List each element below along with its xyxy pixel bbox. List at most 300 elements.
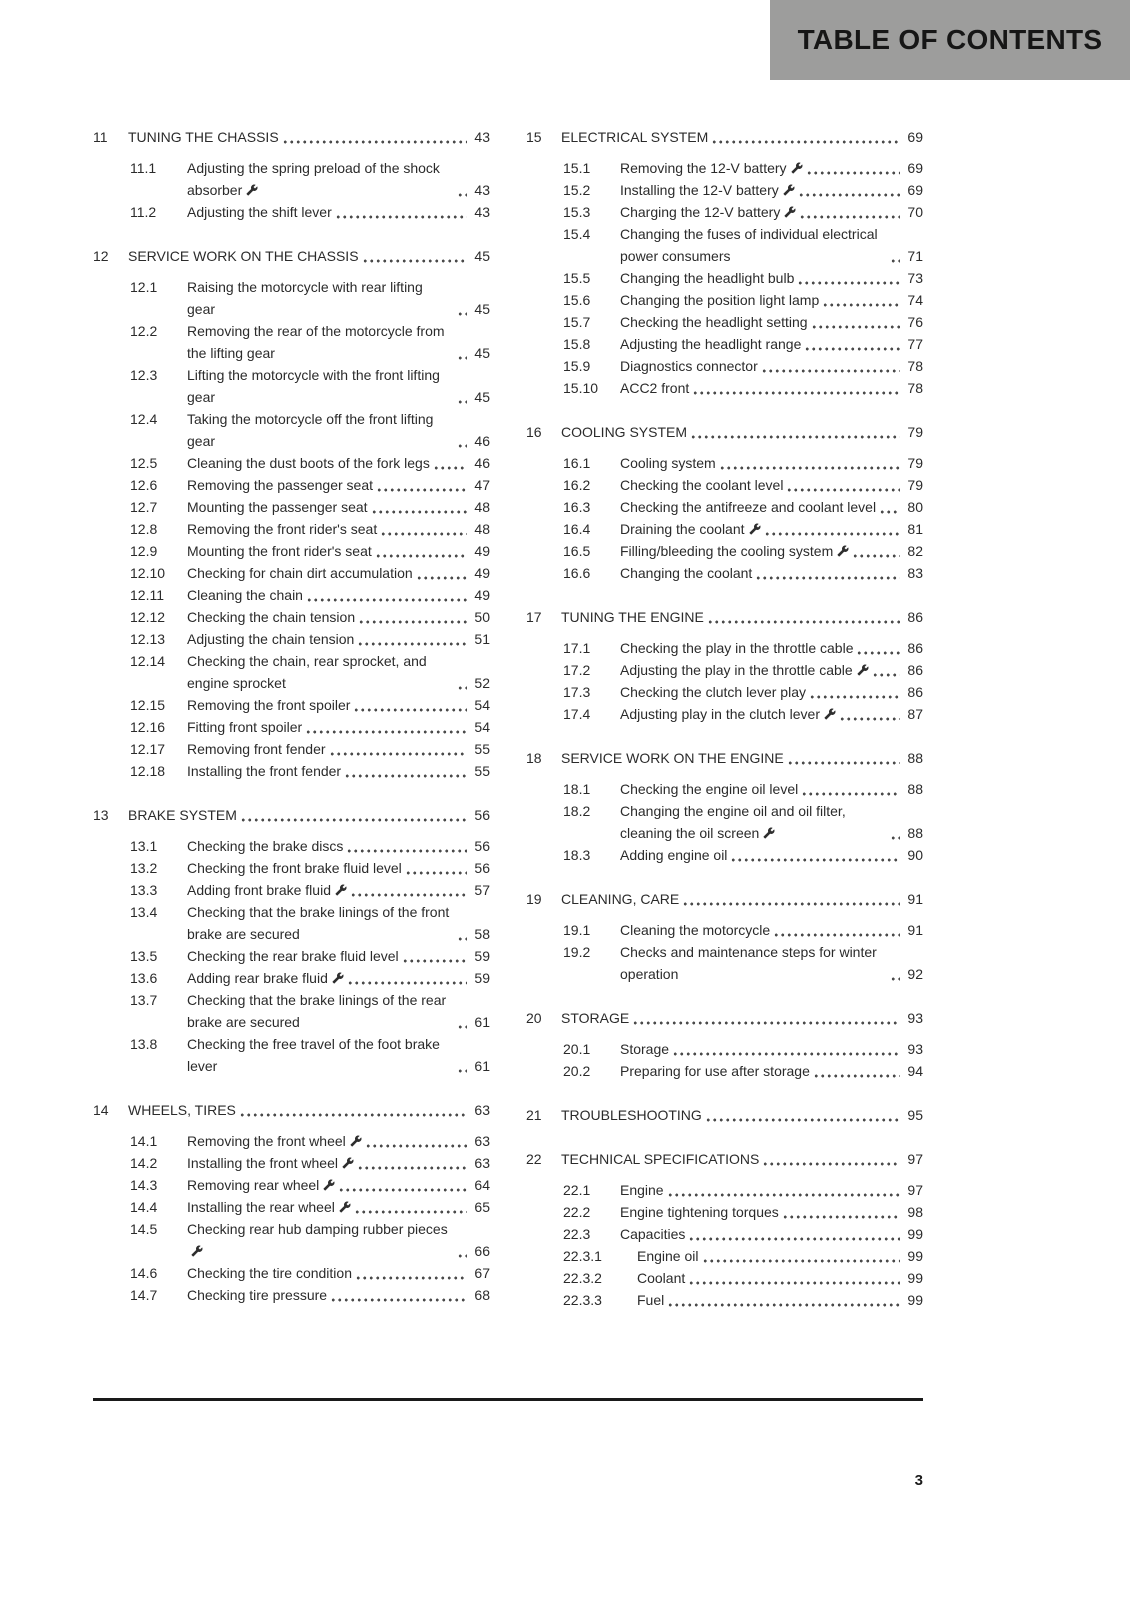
- wrench-icon: [837, 545, 849, 557]
- toc-section-row: [526, 421, 923, 443]
- entry-number: 19.2: [563, 944, 591, 960]
- row-body: [187, 1284, 490, 1306]
- row-body: [187, 496, 490, 518]
- entry-number: 13.2: [130, 860, 158, 876]
- section-title: SERVICE WORK ON THE ENGINE: [561, 750, 784, 766]
- entry-number: 14.5: [130, 1221, 158, 1237]
- row-body: [620, 452, 923, 474]
- toc-entry-row: [526, 844, 923, 866]
- page-ref: 86: [907, 609, 923, 625]
- toc-entry-row: [93, 157, 490, 201]
- row-body: [187, 1174, 490, 1196]
- page-ref: 88: [907, 750, 923, 766]
- entry-title: Adding front brake fluid: [187, 879, 347, 901]
- dot-leader: [811, 325, 900, 329]
- wrench-icon: [784, 206, 796, 218]
- toc-entry-row: [526, 333, 923, 355]
- toc-entry-row: [93, 1284, 490, 1306]
- section-title: SERVICE WORK ON THE CHASSIS: [128, 248, 359, 264]
- toc-entry-row: [93, 1033, 490, 1077]
- entry-title: Checking the tire condition: [187, 1265, 352, 1281]
- entry-number: 15.8: [563, 336, 591, 352]
- section-title: TROUBLESHOOTING: [561, 1107, 702, 1123]
- row-body: [561, 421, 923, 443]
- toc-section-entries: [526, 1038, 923, 1082]
- dot-leader: [804, 347, 900, 351]
- page-ref: 58: [474, 926, 490, 942]
- row-body: [620, 703, 923, 725]
- entry-number: 17.3: [563, 684, 591, 700]
- toc-entry-row: [93, 408, 490, 452]
- entry-title: Engine: [620, 1182, 664, 1198]
- entry-title: ACC2 front: [620, 380, 690, 396]
- toc-section-entries: [526, 919, 923, 985]
- dot-leader: [376, 488, 467, 492]
- entry-number: 15.4: [563, 226, 591, 242]
- page-number: 3: [914, 1472, 923, 1489]
- row-body: [187, 452, 490, 474]
- entry-title: Changing the coolant: [620, 565, 753, 581]
- row-body: [620, 1038, 923, 1060]
- footer-rule: [93, 1398, 923, 1401]
- entry-title: Removing the rear of the motorcycle from the lifting gear: [187, 323, 445, 361]
- entry-title: Cleaning the chain: [187, 587, 303, 603]
- section-number: 11: [93, 129, 108, 145]
- row-body: [620, 681, 923, 703]
- entry-title: Checking the headlight setting: [620, 314, 808, 330]
- entry-number: 12.2: [130, 323, 158, 339]
- page-ref: 91: [907, 922, 923, 938]
- entry-number: 15.6: [563, 292, 591, 308]
- section-number: 18: [526, 750, 542, 766]
- toc-section-entries: [526, 452, 923, 584]
- toc-entry-row: [526, 1223, 923, 1245]
- entry-title: Mounting the front rider's seat: [187, 543, 372, 559]
- toc-entry-row: [93, 276, 490, 320]
- dot-leader: [755, 576, 900, 580]
- row-body: [187, 584, 490, 606]
- section-title: TECHNICAL SPECIFICATIONS: [561, 1151, 760, 1167]
- entry-number: 13.1: [130, 838, 158, 854]
- page-ref: 56: [474, 860, 490, 876]
- entry-title: Installing the front wheel: [187, 1152, 354, 1174]
- entry-title: Changing the headlight bulb: [620, 270, 795, 286]
- toc-section: [526, 1148, 923, 1311]
- page-ref: 46: [474, 433, 490, 449]
- entry-title: Removing the passenger seat: [187, 477, 373, 493]
- dot-leader: [719, 466, 900, 470]
- page-ref: 45: [474, 248, 490, 264]
- page-ref: 52: [474, 675, 490, 691]
- row-body: [561, 1007, 923, 1029]
- dot-leader: [711, 140, 900, 144]
- row-body: [187, 276, 490, 320]
- toc-entry-row: [93, 1174, 490, 1196]
- dot-leader: [354, 1210, 467, 1214]
- dot-leader: [433, 466, 467, 470]
- row-body: [620, 355, 923, 377]
- row-body: [128, 1099, 490, 1121]
- entry-title: Raising the motorcycle with rear lifting gear: [187, 279, 423, 317]
- wrench-icon: [791, 162, 803, 174]
- toc-section: [93, 245, 490, 782]
- entry-title: Adjusting play in the clutch lever: [620, 703, 836, 725]
- page-ref: 48: [474, 521, 490, 537]
- page-ref: 69: [907, 182, 923, 198]
- page-ref: 43: [474, 204, 490, 220]
- dot-leader: [872, 673, 900, 677]
- toc-entry-row: [526, 157, 923, 179]
- entry-number: 12.18: [130, 763, 166, 779]
- dot-leader: [305, 730, 467, 734]
- entry-number: 12.9: [130, 543, 158, 559]
- page-ref: 49: [474, 543, 490, 559]
- page-ref: 92: [907, 966, 923, 982]
- row-body: [620, 844, 923, 866]
- dot-leader: [329, 752, 467, 756]
- section-title: TUNING THE ENGINE: [561, 609, 704, 625]
- page-ref: 82: [907, 543, 923, 559]
- toc-entry-row: [526, 778, 923, 800]
- page-ref: 99: [907, 1226, 923, 1242]
- row-body: [620, 267, 923, 289]
- dot-leader: [375, 554, 467, 558]
- page-ref: 78: [907, 380, 923, 396]
- entry-number: 15.5: [563, 270, 591, 286]
- toc-entry-row: [93, 989, 490, 1033]
- page-ref: 79: [907, 455, 923, 471]
- entry-number: 12.13: [130, 631, 166, 647]
- section-number: 13: [93, 807, 109, 823]
- page-title: TABLE OF CONTENTS: [797, 24, 1103, 55]
- section-title: ELECTRICAL SYSTEM: [561, 129, 709, 145]
- entry-title: Checking tire pressure: [187, 1287, 328, 1303]
- entry-title: Cleaning the motorcycle: [620, 922, 771, 938]
- dot-leader: [682, 902, 900, 906]
- page-ref: 83: [907, 565, 923, 581]
- dot-leader: [402, 959, 467, 963]
- toc-section-entries: [93, 1130, 490, 1306]
- page-ref: 68: [474, 1287, 490, 1303]
- entry-number: 16.6: [563, 565, 591, 581]
- page-ref: 45: [474, 345, 490, 361]
- dot-leader: [457, 686, 467, 690]
- toc-entry-row: [93, 694, 490, 716]
- page-ref: 67: [474, 1265, 490, 1281]
- entry-title: Filling/bleeding the cooling system: [620, 540, 849, 562]
- toc-entry-row: [93, 364, 490, 408]
- entry-title: Removing the front spoiler: [187, 697, 351, 713]
- entry-number: 14.2: [130, 1155, 158, 1171]
- toc-section-row: [93, 1099, 490, 1121]
- entry-number: 13.8: [130, 1036, 158, 1052]
- dot-leader: [705, 1118, 900, 1122]
- row-body: [187, 650, 490, 694]
- entry-title: Storage: [620, 1041, 670, 1057]
- entry-number: 14.6: [130, 1265, 158, 1281]
- page-ref: 95: [907, 1107, 923, 1123]
- row-body: [620, 540, 923, 562]
- dot-leader: [335, 215, 467, 219]
- entry-title: Coolant: [637, 1270, 686, 1286]
- toc-entry-row: [93, 452, 490, 474]
- toc-entry-row: [526, 377, 923, 399]
- dot-leader: [890, 977, 900, 981]
- dot-leader: [355, 1276, 467, 1280]
- entry-title: Engine tightening torques: [620, 1204, 779, 1220]
- entry-number: 18.1: [563, 781, 591, 797]
- dot-leader: [690, 435, 900, 439]
- entry-title: Fuel: [637, 1292, 665, 1308]
- entry-title: Checking the free travel of the foot brake lever: [187, 1036, 440, 1074]
- dot-leader: [879, 510, 900, 514]
- page-ref: 45: [474, 389, 490, 405]
- entry-number: 22.3.1: [563, 1248, 602, 1264]
- row-body: [620, 1201, 923, 1223]
- entry-title: Checking the front brake fluid level: [187, 860, 402, 876]
- toc-section: [526, 421, 923, 584]
- page-ref: 47: [474, 477, 490, 493]
- section-number: 19: [526, 891, 542, 907]
- row-body: [187, 540, 490, 562]
- page-ref: 90: [907, 847, 923, 863]
- dot-leader: [839, 717, 900, 721]
- row-body: [187, 201, 490, 223]
- entry-number: 13.7: [130, 992, 158, 1008]
- row-body: [187, 157, 490, 201]
- toc-entry-row: [526, 1060, 923, 1082]
- toc-entry-row: [526, 452, 923, 474]
- dot-leader: [890, 259, 900, 263]
- dot-leader: [799, 215, 900, 219]
- toc-entry-row: [526, 518, 923, 540]
- page-ref: 43: [474, 129, 490, 145]
- dot-leader: [801, 792, 900, 796]
- dot-leader: [773, 933, 900, 937]
- toc-entry-row: [526, 474, 923, 496]
- row-body: [561, 126, 923, 148]
- dot-leader: [357, 642, 467, 646]
- dot-leader: [330, 1298, 467, 1302]
- dot-leader: [457, 356, 467, 360]
- entry-number: 20.1: [563, 1041, 591, 1057]
- toc-section-entries: [93, 157, 490, 223]
- row-body: [187, 967, 490, 989]
- page-ref: 46: [474, 455, 490, 471]
- entry-title: Lifting the motorcycle with the front lifting gear: [187, 367, 440, 405]
- row-body: [187, 835, 490, 857]
- entry-title: Checking the chain, rear sprocket, and engine sprocket: [187, 653, 427, 691]
- toc-entry-row: [526, 637, 923, 659]
- entry-number: 12.16: [130, 719, 166, 735]
- entry-title: Checking for chain dirt accumulation: [187, 565, 413, 581]
- entry-number: 14.3: [130, 1177, 158, 1193]
- row-body: [128, 245, 490, 267]
- page-ref: 93: [907, 1041, 923, 1057]
- dot-leader: [764, 532, 900, 536]
- row-body: [187, 1152, 490, 1174]
- page-ref: 76: [907, 314, 923, 330]
- entry-title: Removing front fender: [187, 741, 326, 757]
- page-ref: 79: [907, 477, 923, 493]
- entry-title: Cleaning the dust boots of the fork legs: [187, 455, 430, 471]
- dot-leader: [667, 1303, 900, 1307]
- toc-entry-row: [93, 716, 490, 738]
- toc-entry-row: [526, 1038, 923, 1060]
- entry-title: Fitting front spoiler: [187, 719, 303, 735]
- section-number: 12: [93, 248, 109, 264]
- page-ref: 55: [474, 763, 490, 779]
- row-body: [187, 760, 490, 782]
- row-body: [561, 1104, 923, 1126]
- dot-leader: [457, 193, 467, 197]
- entry-title: Removing the front rider's seat: [187, 521, 378, 537]
- toc-entry-row: [93, 496, 490, 518]
- row-body: [620, 637, 923, 659]
- entry-number: 15.3: [563, 204, 591, 220]
- row-body: [187, 879, 490, 901]
- page-ref: 87: [907, 706, 923, 722]
- entry-title: Installing the front fender: [187, 763, 342, 779]
- row-body: [187, 320, 490, 364]
- entry-title: Changing the engine oil and oil filter, cleaning the oil screen: [620, 803, 846, 841]
- toc-entry-row: [93, 628, 490, 650]
- row-body: [620, 157, 923, 179]
- toc-entry-row: [526, 941, 923, 985]
- page-ref: 65: [474, 1199, 490, 1215]
- dot-leader: [350, 893, 467, 897]
- entry-number: 18.2: [563, 803, 591, 819]
- entry-number: 15.2: [563, 182, 591, 198]
- toc-entry-row: [93, 879, 490, 901]
- entry-number: 14.7: [130, 1287, 158, 1303]
- toc-section: [526, 606, 923, 725]
- dot-leader: [457, 1069, 467, 1073]
- entry-title: Engine oil: [637, 1248, 699, 1264]
- toc-entry-row: [93, 901, 490, 945]
- wrench-icon: [332, 972, 344, 984]
- entry-title: Checking the antifreeze and coolant level: [620, 499, 877, 515]
- page-ref: 64: [474, 1177, 490, 1193]
- entry-number: 14.1: [130, 1133, 158, 1149]
- page-ref: 74: [907, 292, 923, 308]
- entry-title: Adjusting the spring preload of the shock absorber: [187, 160, 440, 198]
- entry-number: 12.8: [130, 521, 158, 537]
- toc-section-entries: [526, 778, 923, 866]
- toc-entry-row: [526, 800, 923, 844]
- dot-leader: [457, 937, 467, 941]
- wrench-icon: [339, 1201, 351, 1213]
- dot-leader: [797, 281, 900, 285]
- section-number: 15: [526, 129, 542, 145]
- toc-section-entries: [526, 637, 923, 725]
- toc-entry-row: [93, 606, 490, 628]
- entry-number: 12.4: [130, 411, 158, 427]
- page-ref: 56: [474, 838, 490, 854]
- entry-title: Charging the 12-V battery: [620, 201, 796, 223]
- page-ref: 54: [474, 719, 490, 735]
- dot-leader: [856, 651, 900, 655]
- page-ref: 94: [907, 1063, 923, 1079]
- toc-column-left: [93, 126, 490, 1311]
- entry-number: 16.4: [563, 521, 591, 537]
- page-ref: 54: [474, 697, 490, 713]
- entry-number: 16.3: [563, 499, 591, 515]
- entry-number: 12.6: [130, 477, 158, 493]
- page-ref: 73: [907, 270, 923, 286]
- section-title: STORAGE: [561, 1010, 630, 1026]
- page-ref: 99: [907, 1292, 923, 1308]
- toc-entry-row: [93, 738, 490, 760]
- dot-leader: [457, 1025, 467, 1029]
- toc-entry-row: [93, 474, 490, 496]
- page-ref: 51: [474, 631, 490, 647]
- toc-entry-row: [93, 1152, 490, 1174]
- wrench-icon: [335, 884, 347, 896]
- toc-section: [526, 747, 923, 866]
- row-body: [187, 364, 490, 408]
- row-body: [620, 496, 923, 518]
- row-body: [187, 1218, 490, 1262]
- row-body: [187, 1130, 490, 1152]
- entry-number: 22.3.2: [563, 1270, 602, 1286]
- dot-leader: [457, 312, 467, 316]
- toc-entry-row: [526, 311, 923, 333]
- toc-section-row: [93, 126, 490, 148]
- entry-title: Checking rear hub damping rubber pieces: [187, 1218, 454, 1262]
- row-body: [620, 1179, 923, 1201]
- toc-entry-row: [526, 496, 923, 518]
- page-ref: 45: [474, 301, 490, 317]
- toc-entry-row: [93, 320, 490, 364]
- row-body: [187, 1033, 490, 1077]
- entry-number: 13.6: [130, 970, 158, 986]
- entry-title: Removing the 12-V battery: [620, 157, 803, 179]
- page-ref: 81: [907, 521, 923, 537]
- section-number: 22: [526, 1151, 542, 1167]
- toc-entry-row: [93, 201, 490, 223]
- entry-number: 22.3.3: [563, 1292, 602, 1308]
- row-body: [620, 201, 923, 223]
- entry-title: Removing the front wheel: [187, 1130, 362, 1152]
- row-body: [620, 223, 923, 267]
- entry-number: 11.1: [130, 160, 157, 176]
- row-body: [637, 1267, 923, 1289]
- entry-number: 19.1: [563, 922, 591, 938]
- dot-leader: [786, 488, 900, 492]
- row-body: [187, 518, 490, 540]
- toc-entry-row: [93, 562, 490, 584]
- toc-entry-row: [526, 1267, 923, 1289]
- row-body: [187, 694, 490, 716]
- page-ref: 77: [907, 336, 923, 352]
- entry-number: 12.17: [130, 741, 166, 757]
- row-body: [561, 888, 923, 910]
- toc-section-row: [526, 1007, 923, 1029]
- page-ref: 97: [907, 1151, 923, 1167]
- entry-title: Adjusting the chain tension: [187, 631, 355, 647]
- page-ref: 86: [907, 662, 923, 678]
- section-title: TUNING THE CHASSIS: [128, 129, 279, 145]
- entry-title: Adjusting the headlight range: [620, 336, 802, 352]
- entry-title: Cooling system: [620, 455, 716, 471]
- row-body: [620, 333, 923, 355]
- page-ref: 43: [474, 182, 490, 198]
- dot-leader: [782, 1215, 900, 1219]
- page-ref: 91: [907, 891, 923, 907]
- wrench-icon: [191, 1245, 203, 1257]
- row-body: [637, 1245, 923, 1267]
